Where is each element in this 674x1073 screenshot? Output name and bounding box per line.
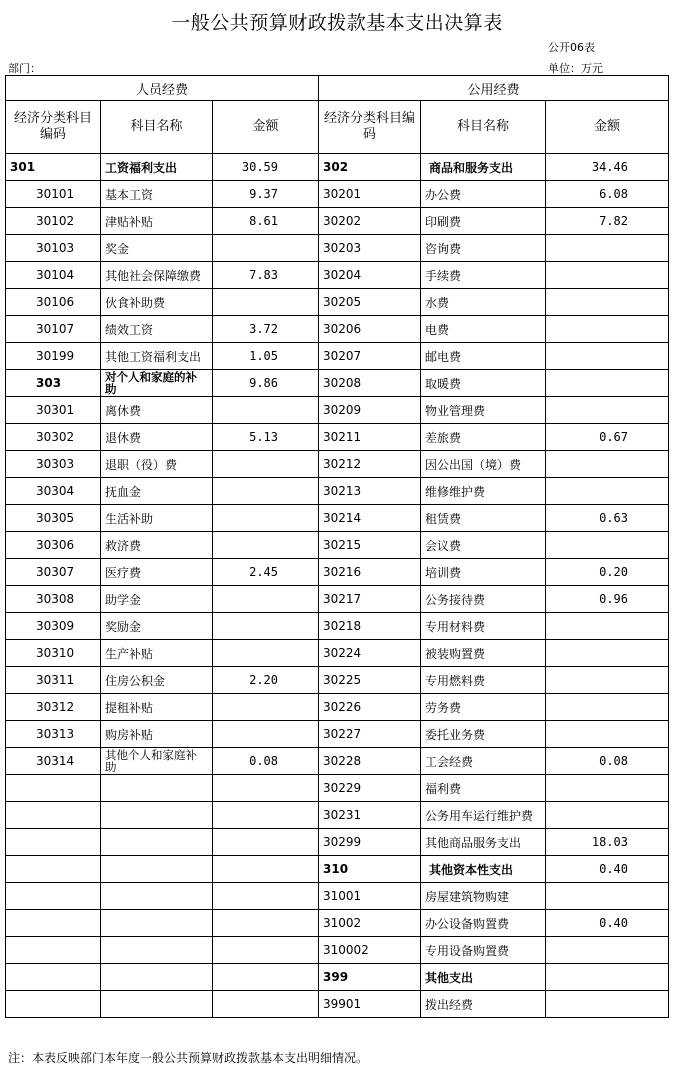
left-name-cell: 医疗费 (101, 559, 213, 586)
left-name-cell: 其他社会保障缴费 (101, 262, 213, 289)
right-code-cell: 30229 (319, 775, 421, 802)
left-name-cell: 对个人和家庭的补助 (101, 370, 213, 397)
left-amount-cell (213, 451, 319, 478)
left-amount-cell (213, 694, 319, 721)
left-name-cell (101, 775, 213, 802)
right-code-header: 经济分类科目编码 (319, 101, 421, 154)
right-name-cell: 咨询费 (421, 235, 546, 262)
right-code-cell: 30228 (319, 748, 421, 775)
right-code-cell: 30212 (319, 451, 421, 478)
right-code-cell: 30205 (319, 289, 421, 316)
left-name-header: 科目名称 (101, 101, 213, 154)
right-amount-cell: 18.03 (546, 829, 669, 856)
left-name-cell: 伙食补助费 (101, 289, 213, 316)
left-name-cell (101, 829, 213, 856)
left-name-cell: 奖金 (101, 235, 213, 262)
table-row (6, 856, 669, 883)
right-code-cell: 399 (319, 964, 421, 991)
right-amount-cell (546, 343, 669, 370)
right-amount-cell (546, 235, 669, 262)
left-amount-cell (213, 613, 319, 640)
right-name-cell: 取暖费 (421, 370, 546, 397)
right-amount-cell (546, 397, 669, 424)
footnote: 注：本表反映部门本年度一般公共预算财政拨款基本支出明细情况。 (8, 1051, 369, 1065)
left-amount-cell: 8.61 (213, 208, 319, 235)
right-code-cell: 30216 (319, 559, 421, 586)
table-row (6, 748, 669, 775)
table-row (6, 154, 669, 181)
right-name-cell: 房屋建筑物购建 (421, 883, 546, 910)
right-name-cell: 维修维护费 (421, 478, 546, 505)
table-row (6, 964, 669, 991)
right-amount-cell (546, 451, 669, 478)
right-amount-cell (546, 991, 669, 1018)
right-code-cell: 30202 (319, 208, 421, 235)
left-name-cell (101, 991, 213, 1018)
right-amount-cell (546, 667, 669, 694)
right-name-cell: 培训费 (421, 559, 546, 586)
left-code-cell: 301 (6, 154, 101, 181)
left-code-cell: 30101 (6, 181, 101, 208)
left-code-cell (6, 991, 101, 1018)
right-name-cell: 办公费 (421, 181, 546, 208)
left-code-cell: 30103 (6, 235, 101, 262)
right-amount-cell: 6.08 (546, 181, 669, 208)
left-name-cell: 津贴补贴 (101, 208, 213, 235)
column-header-row (6, 101, 669, 154)
right-amount-cell (546, 883, 669, 910)
table-row (6, 505, 669, 532)
table-row (6, 586, 669, 613)
right-code-cell: 30226 (319, 694, 421, 721)
right-amount-cell: 7.82 (546, 208, 669, 235)
left-code-cell: 30310 (6, 640, 101, 667)
left-name-cell: 工资福利支出 (101, 154, 213, 181)
left-name-cell: 退休费 (101, 424, 213, 451)
right-amount-cell: 0.08 (546, 748, 669, 775)
right-name-cell: 福利费 (421, 775, 546, 802)
right-code-cell: 31001 (319, 883, 421, 910)
public-header: 公用经费 (319, 76, 669, 101)
table-row (6, 532, 669, 559)
left-code-cell: 30307 (6, 559, 101, 586)
left-amount-cell: 0.08 (213, 748, 319, 775)
left-name-cell: 购房补贴 (101, 721, 213, 748)
right-code-cell: 30225 (319, 667, 421, 694)
table-row (6, 424, 669, 451)
right-code-cell: 30207 (319, 343, 421, 370)
table-row (6, 289, 669, 316)
personnel-header: 人员经费 (6, 76, 319, 101)
left-name-cell: 提租补贴 (101, 694, 213, 721)
right-name-cell: 拨出经费 (421, 991, 546, 1018)
right-code-cell: 30201 (319, 181, 421, 208)
right-name-cell: 手续费 (421, 262, 546, 289)
unit-label: 单位：万元 (548, 62, 603, 75)
right-name-cell: 印刷费 (421, 208, 546, 235)
right-name-cell: 办公设备购置费 (421, 910, 546, 937)
table-row (6, 559, 669, 586)
right-name-cell: 水费 (421, 289, 546, 316)
right-amount-cell (546, 937, 669, 964)
left-code-cell: 30104 (6, 262, 101, 289)
right-amount-cell (546, 640, 669, 667)
left-code-cell: 303 (6, 370, 101, 397)
left-name-cell: 绩效工资 (101, 316, 213, 343)
left-amount-cell: 9.86 (213, 370, 319, 397)
left-code-cell: 30106 (6, 289, 101, 316)
left-name-cell: 助学金 (101, 586, 213, 613)
expenditure-table (5, 75, 669, 1018)
table-row (6, 883, 669, 910)
left-amount-cell (213, 235, 319, 262)
left-name-cell (101, 802, 213, 829)
right-name-cell: 其他资本性支出 (421, 856, 546, 883)
left-code-cell (6, 802, 101, 829)
left-name-cell: 离休费 (101, 397, 213, 424)
left-amount-cell: 2.20 (213, 667, 319, 694)
left-code-cell (6, 856, 101, 883)
right-amount-header: 金额 (546, 101, 669, 154)
table-row (6, 262, 669, 289)
left-code-cell: 30303 (6, 451, 101, 478)
right-amount-cell (546, 613, 669, 640)
right-name-cell: 被装购置费 (421, 640, 546, 667)
right-code-cell: 310002 (319, 937, 421, 964)
right-code-cell: 30209 (319, 397, 421, 424)
table-row (6, 316, 669, 343)
right-name-cell: 专用燃料费 (421, 667, 546, 694)
left-name-cell: 抚血金 (101, 478, 213, 505)
right-name-cell: 电费 (421, 316, 546, 343)
left-name-cell: 退职（役）费 (101, 451, 213, 478)
table-row (6, 208, 669, 235)
right-code-cell: 30215 (319, 532, 421, 559)
left-name-cell (101, 856, 213, 883)
left-code-cell: 30311 (6, 667, 101, 694)
left-code-cell: 30302 (6, 424, 101, 451)
left-amount-cell (213, 937, 319, 964)
right-name-cell: 因公出国（境）费 (421, 451, 546, 478)
right-name-cell: 商品和服务支出 (421, 154, 546, 181)
table-row (6, 694, 669, 721)
left-code-cell: 30314 (6, 748, 101, 775)
right-amount-cell (546, 532, 669, 559)
right-name-cell: 专用材料费 (421, 613, 546, 640)
left-code-cell: 30199 (6, 343, 101, 370)
left-code-cell: 30304 (6, 478, 101, 505)
right-amount-cell: 0.67 (546, 424, 669, 451)
right-amount-cell (546, 289, 669, 316)
right-code-cell: 310 (319, 856, 421, 883)
left-name-cell: 其他个人和家庭补助 (101, 748, 213, 775)
left-amount-cell (213, 802, 319, 829)
table-row (6, 343, 669, 370)
right-amount-cell: 0.40 (546, 856, 669, 883)
left-name-cell: 奖励金 (101, 613, 213, 640)
table-row (6, 397, 669, 424)
right-amount-cell: 0.63 (546, 505, 669, 532)
right-name-cell: 其他商品服务支出 (421, 829, 546, 856)
left-code-cell: 30313 (6, 721, 101, 748)
right-amount-cell (546, 262, 669, 289)
left-name-cell: 救济费 (101, 532, 213, 559)
table-row (6, 910, 669, 937)
right-code-cell: 30203 (319, 235, 421, 262)
left-name-cell (101, 910, 213, 937)
left-amount-cell (213, 856, 319, 883)
table-row (6, 721, 669, 748)
left-code-cell (6, 937, 101, 964)
left-amount-cell (213, 721, 319, 748)
right-code-cell: 30204 (319, 262, 421, 289)
left-code-cell: 30305 (6, 505, 101, 532)
right-name-cell: 委托业务费 (421, 721, 546, 748)
left-name-cell: 生产补贴 (101, 640, 213, 667)
left-code-cell: 30309 (6, 613, 101, 640)
right-name-cell: 劳务费 (421, 694, 546, 721)
table-row (6, 991, 669, 1018)
right-name-cell: 邮电费 (421, 343, 546, 370)
table-code: 公开06表 (548, 41, 595, 54)
left-name-cell: 其他工资福利支出 (101, 343, 213, 370)
right-code-cell: 30227 (319, 721, 421, 748)
left-code-cell: 30306 (6, 532, 101, 559)
left-amount-cell (213, 910, 319, 937)
right-amount-cell (546, 775, 669, 802)
right-amount-cell (546, 694, 669, 721)
right-name-header: 科目名称 (421, 101, 546, 154)
right-code-cell: 30217 (319, 586, 421, 613)
department-label: 部门： (8, 62, 41, 75)
right-amount-cell: 0.20 (546, 559, 669, 586)
left-amount-cell (213, 397, 319, 424)
left-code-cell: 30102 (6, 208, 101, 235)
left-amount-cell (213, 505, 319, 532)
left-amount-cell (213, 991, 319, 1018)
left-code-cell: 30107 (6, 316, 101, 343)
left-code-cell: 30312 (6, 694, 101, 721)
left-name-cell (101, 964, 213, 991)
left-code-cell (6, 883, 101, 910)
left-amount-cell: 30.59 (213, 154, 319, 181)
left-amount-cell: 9.37 (213, 181, 319, 208)
left-amount-cell (213, 532, 319, 559)
left-amount-cell: 3.72 (213, 316, 319, 343)
left-code-cell (6, 829, 101, 856)
right-name-cell: 差旅费 (421, 424, 546, 451)
left-amount-cell (213, 640, 319, 667)
left-code-cell (6, 775, 101, 802)
right-code-cell: 30299 (319, 829, 421, 856)
right-name-cell: 租赁费 (421, 505, 546, 532)
table-row (6, 829, 669, 856)
left-code-cell (6, 964, 101, 991)
left-name-cell (101, 937, 213, 964)
right-code-cell: 30211 (319, 424, 421, 451)
right-amount-cell (546, 478, 669, 505)
right-name-cell: 工会经费 (421, 748, 546, 775)
left-amount-header: 金额 (213, 101, 319, 154)
left-amount-cell (213, 586, 319, 613)
table-row (6, 937, 669, 964)
right-amount-cell (546, 721, 669, 748)
left-amount-cell: 5.13 (213, 424, 319, 451)
table-row (6, 640, 669, 667)
right-amount-cell (546, 802, 669, 829)
right-code-cell: 31002 (319, 910, 421, 937)
right-code-cell: 30213 (319, 478, 421, 505)
table-row (6, 451, 669, 478)
left-code-header: 经济分类科目编码 (6, 101, 101, 154)
table-row (6, 181, 669, 208)
table-row (6, 667, 669, 694)
right-name-cell: 公务用车运行维护费 (421, 802, 546, 829)
left-code-cell: 30308 (6, 586, 101, 613)
right-amount-cell (546, 316, 669, 343)
report-title: 一般公共预算财政拨款基本支出决算表 (171, 12, 503, 34)
right-code-cell: 302 (319, 154, 421, 181)
right-code-cell: 30206 (319, 316, 421, 343)
right-name-cell: 公务接待费 (421, 586, 546, 613)
left-amount-cell (213, 289, 319, 316)
table-row (6, 235, 669, 262)
right-name-cell: 其他支出 (421, 964, 546, 991)
right-code-cell: 30208 (319, 370, 421, 397)
right-code-cell: 30214 (319, 505, 421, 532)
left-amount-cell (213, 775, 319, 802)
left-amount-cell: 1.05 (213, 343, 319, 370)
right-name-cell: 会议费 (421, 532, 546, 559)
right-amount-cell: 34.46 (546, 154, 669, 181)
left-name-cell: 生活补助 (101, 505, 213, 532)
table-row (6, 775, 669, 802)
table-row (6, 802, 669, 829)
left-name-cell (101, 883, 213, 910)
table-row (6, 613, 669, 640)
right-amount-cell: 0.96 (546, 586, 669, 613)
right-name-cell: 物业管理费 (421, 397, 546, 424)
right-amount-cell (546, 964, 669, 991)
table-row (6, 370, 669, 397)
right-code-cell: 30231 (319, 802, 421, 829)
group-header-row (6, 76, 669, 101)
right-amount-cell (546, 370, 669, 397)
right-code-cell: 39901 (319, 991, 421, 1018)
right-name-cell: 专用设备购置费 (421, 937, 546, 964)
table-row (6, 478, 669, 505)
left-amount-cell (213, 883, 319, 910)
left-amount-cell: 2.45 (213, 559, 319, 586)
left-name-cell: 基本工资 (101, 181, 213, 208)
left-amount-cell (213, 964, 319, 991)
left-amount-cell (213, 478, 319, 505)
right-code-cell: 30224 (319, 640, 421, 667)
right-amount-cell: 0.40 (546, 910, 669, 937)
left-amount-cell (213, 829, 319, 856)
left-amount-cell: 7.83 (213, 262, 319, 289)
left-name-cell: 住房公积金 (101, 667, 213, 694)
right-code-cell: 30218 (319, 613, 421, 640)
left-code-cell (6, 910, 101, 937)
left-code-cell: 30301 (6, 397, 101, 424)
